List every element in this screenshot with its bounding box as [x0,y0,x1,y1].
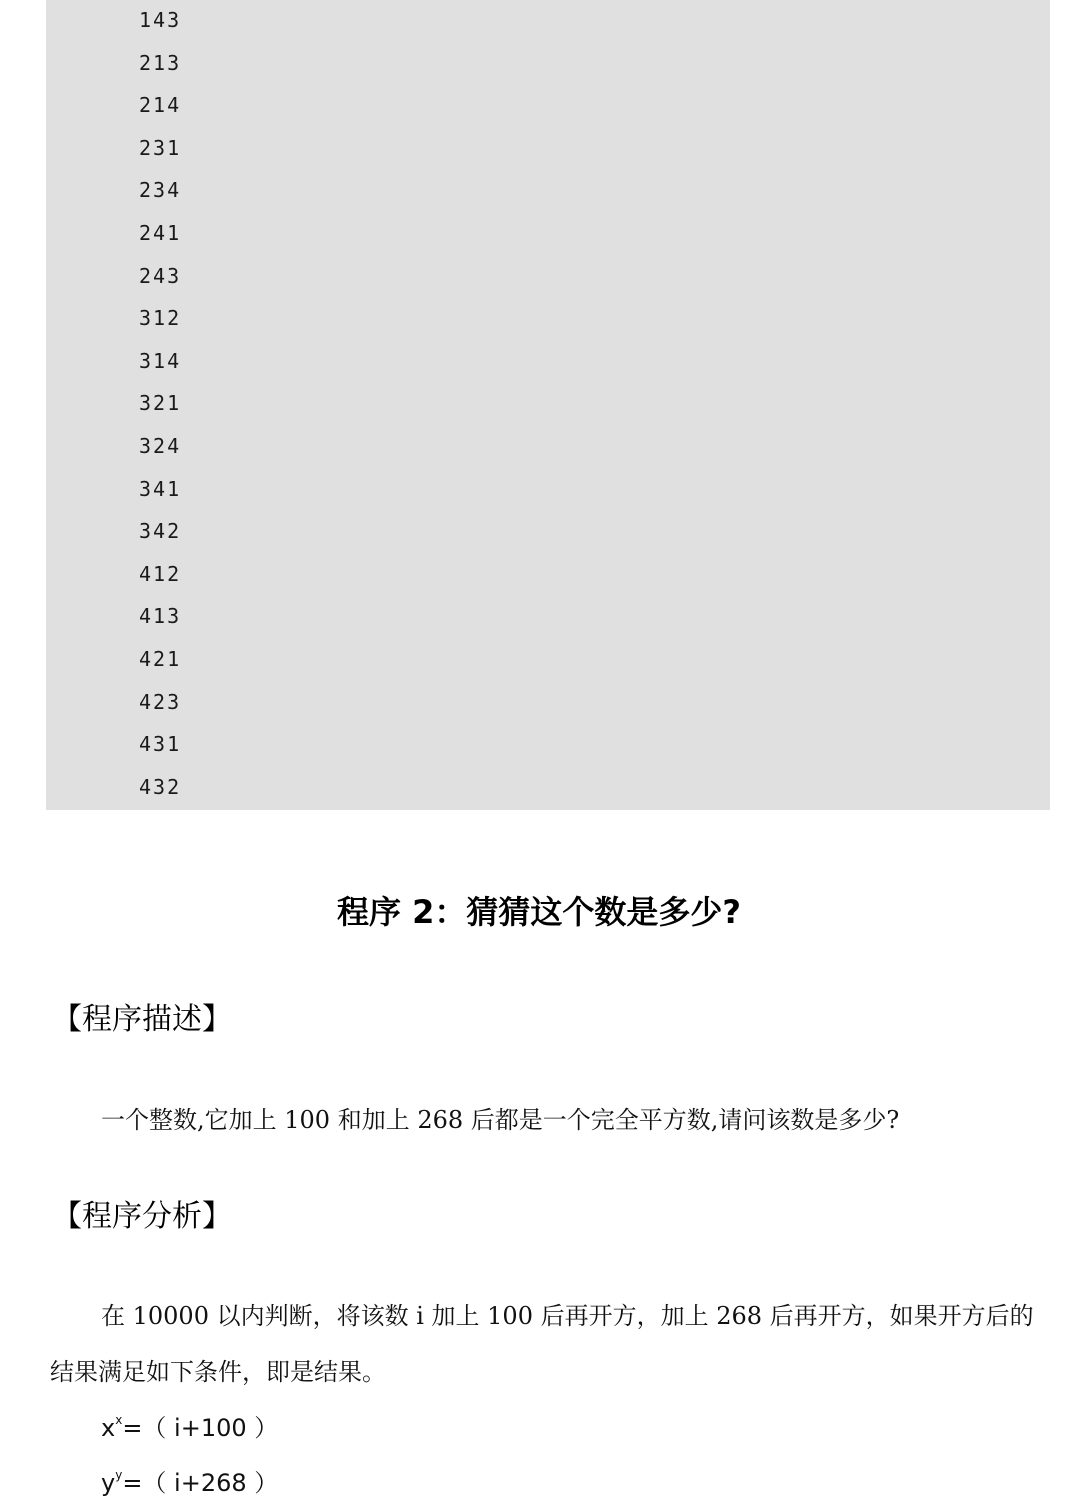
code-output-line: 431 [139,732,182,757]
description-text: 一个整数,它加上 100 和加上 268 后都是一个完全平方数,请问该数是多少? [101,1106,900,1134]
description-heading: 【程序描述】 [52,1002,232,1037]
formula-y-exponent: y [115,1468,123,1482]
formula-x-exponent: x [115,1413,123,1427]
analysis-text: 在 10000 以内判断，将该数 i 加上 100 后再开方，加上 268 后再开方，如果开方后的结果满足如下条件，即是结果。 [50,1302,1034,1386]
code-output-line: 214 [139,93,182,118]
formula-y-base: y [101,1469,116,1497]
code-output-line: 241 [139,221,182,245]
code-output-line: 341 [139,476,182,501]
program-title: 程序 2：猜猜这个数是多少? [337,893,741,931]
formula-x-rhs: =（ i+100 ） [122,1414,279,1442]
code-output-line: 312 [139,306,182,331]
formula-x [101,1408,278,1448]
code-output-line: 421 [139,647,182,671]
code-output-line: 234 [139,178,182,203]
code-output-line: 412 [139,561,182,586]
code-output-line: 413 [139,604,182,629]
formula-y-rhs: =（ i+268 ） [122,1469,279,1497]
code-output-line: 423 [139,689,182,714]
formula-y [101,1463,278,1503]
code-output-line: 231 [139,135,182,160]
code-output-line: 342 [139,519,182,544]
code-output-line: 243 [139,263,182,288]
code-output-line: 432 [139,774,182,799]
analysis-heading: 【程序分析】 [52,1199,232,1234]
code-output-line: 321 [139,391,182,416]
code-output-line: 324 [139,434,182,458]
code-output-line: 143 [139,8,182,32]
code-output-line: 213 [139,50,182,75]
code-output-line: 314 [139,348,182,373]
formula-x-base: x [101,1414,116,1442]
code-output-block [46,0,1050,810]
